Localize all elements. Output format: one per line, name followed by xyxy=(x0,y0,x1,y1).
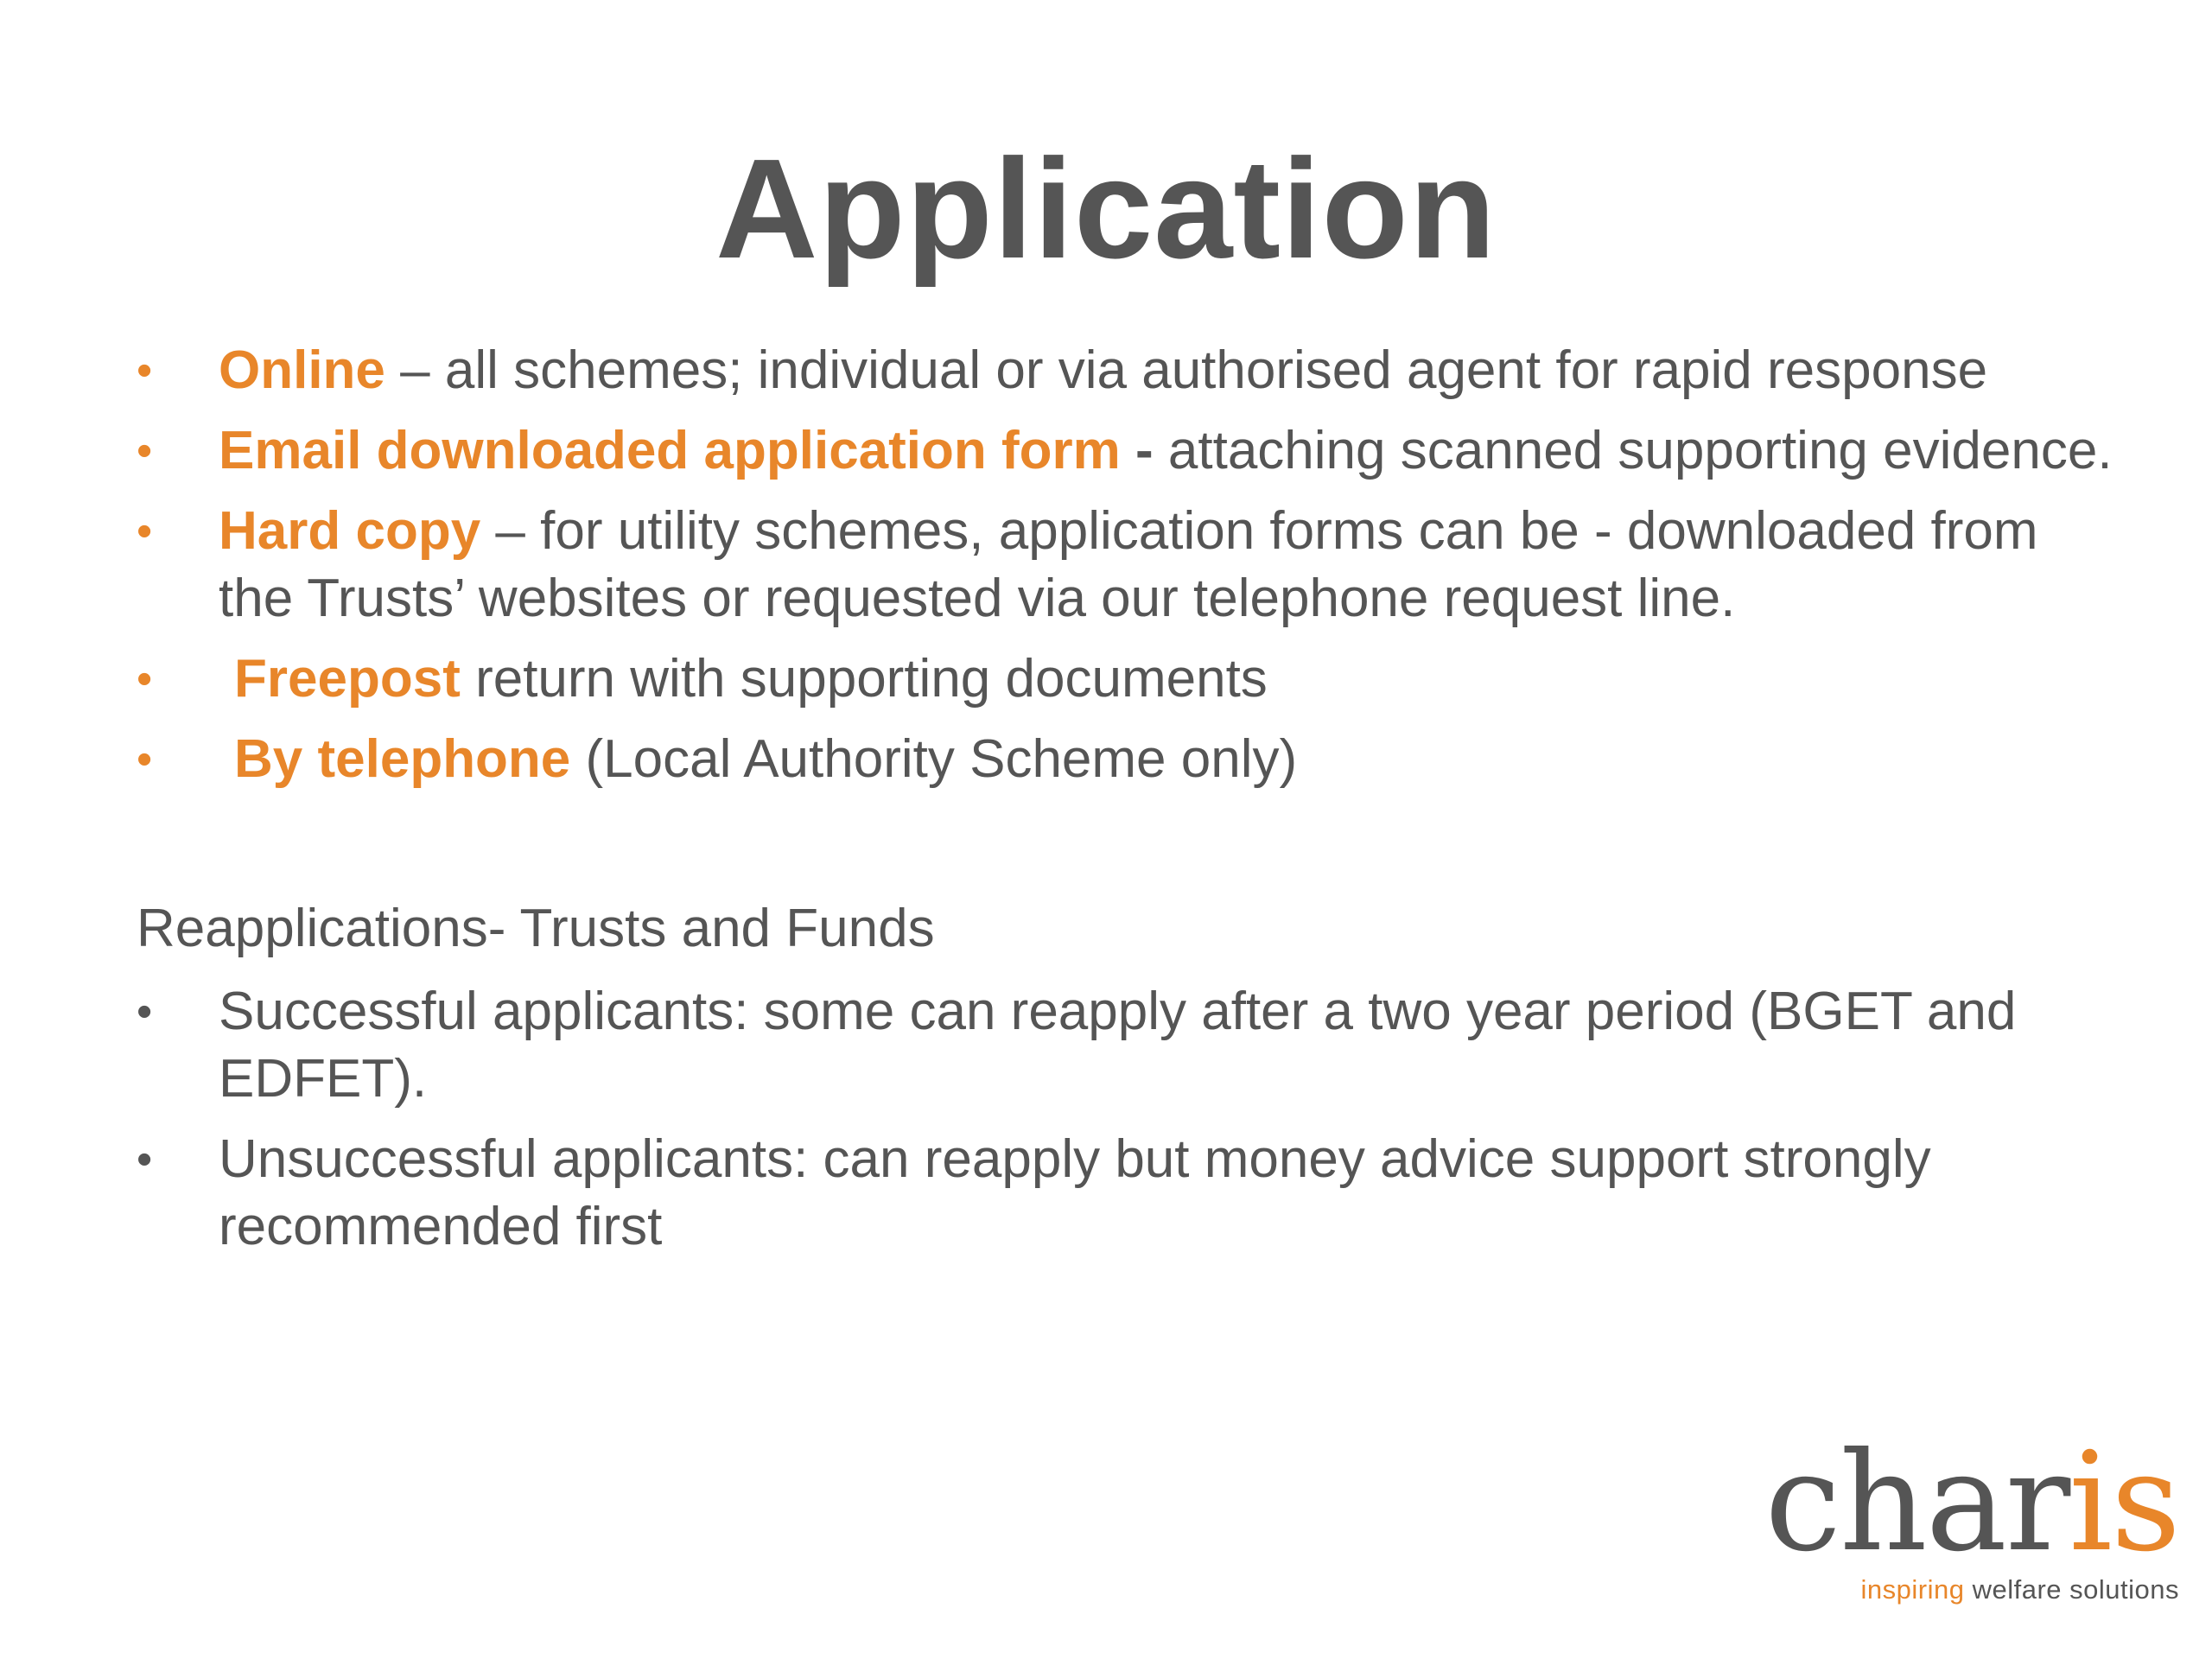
reapplication-text: Successful applicants: some can reapply after a two year period (BGET and EDFET). xyxy=(219,982,2017,1109)
bullet-icon: • xyxy=(137,734,153,785)
list-item-successful xyxy=(137,978,2124,1113)
bullet-icon: • xyxy=(137,426,153,476)
method-keyword: By telephone xyxy=(234,729,571,789)
list-item-email xyxy=(137,417,2124,485)
method-keyword: Freepost xyxy=(234,649,461,709)
list-item-online xyxy=(137,337,2124,404)
list-item-telephone xyxy=(137,726,2124,793)
charis-logo xyxy=(1764,1423,2179,1605)
application-methods-list xyxy=(137,337,2124,793)
bullet-icon: • xyxy=(137,1135,153,1185)
bullet-icon: • xyxy=(137,654,153,704)
method-keyword: Email downloaded application form xyxy=(219,421,1121,480)
bullet-icon: • xyxy=(137,987,153,1037)
method-separator xyxy=(570,729,585,789)
slide-content xyxy=(137,337,2124,1274)
list-item-freepost xyxy=(137,645,2124,713)
bullet-icon: • xyxy=(137,506,153,556)
method-separator: - xyxy=(1120,421,1168,480)
reapplications-heading: Reapplications- Trusts and Funds xyxy=(137,899,935,958)
list-item-hard-copy xyxy=(137,498,2124,632)
method-separator: – xyxy=(480,501,541,561)
method-description: (Local Authority Scheme only) xyxy=(585,729,1298,789)
method-keyword: Hard copy xyxy=(219,501,481,561)
logo-wordmark xyxy=(1764,1423,2179,1582)
bullet-icon: • xyxy=(137,346,153,396)
list-item-unsuccessful xyxy=(137,1126,2124,1261)
method-description: for utility schemes, application forms can be - downloaded from the Trusts’ websites or requested via our telephone request line. xyxy=(219,501,2038,628)
slide-title: Application xyxy=(715,130,1497,288)
logo-word-main: char xyxy=(1764,1423,2069,1582)
method-separator: – xyxy=(385,340,445,400)
method-separator xyxy=(461,649,475,709)
logo-tagline-rest: welfare solutions xyxy=(1964,1574,2179,1605)
logo-word-accent: is xyxy=(2069,1423,2179,1582)
logo-tagline-accent: inspiring xyxy=(1860,1574,1965,1605)
method-description: all schemes; individual or via authorised agent for rapid response xyxy=(444,340,1988,400)
method-description: attaching scanned supporting evidence. xyxy=(1167,421,2113,480)
reapplication-text: Unsuccessful applicants: can reapply but money advice support strongly recommended first xyxy=(219,1129,1931,1256)
method-description: return with supporting documents xyxy=(475,649,1268,709)
method-keyword: Online xyxy=(219,340,385,400)
reapplications-list xyxy=(137,978,2124,1261)
